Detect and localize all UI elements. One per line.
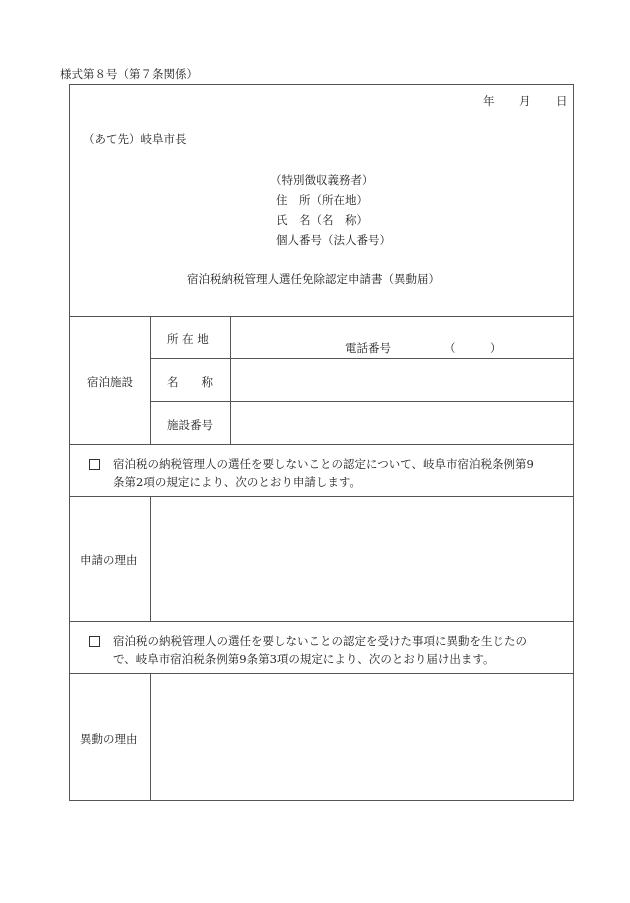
- facility-location-label: 所 在 地: [167, 332, 209, 346]
- change-checkbox[interactable]: [89, 636, 100, 647]
- applicant-role: （特別徴収義務者）: [270, 173, 374, 187]
- divider-facility-col1: [150, 316, 151, 445]
- facility-phone-parens: （ ）: [444, 341, 502, 355]
- date-day: 日: [556, 94, 568, 108]
- change-reason-label: 異動の理由: [80, 732, 138, 746]
- applicant-id-number-label: 個人番号（法人番号）: [276, 233, 391, 247]
- divider-header: [69, 316, 574, 317]
- form-number: 様式第８号（第７条関係）: [60, 67, 198, 81]
- divider-application-reason: [69, 621, 574, 622]
- facility-phone-label: 電話番号: [345, 341, 391, 355]
- facility-section-label: 宿泊施設: [87, 375, 133, 389]
- divider-change-reason-col: [150, 673, 151, 801]
- divider-name: [150, 401, 574, 402]
- table-border-top: [69, 84, 574, 85]
- table-border-bottom: [69, 800, 574, 801]
- facility-number-input[interactable]: [232, 403, 572, 443]
- divider-facility: [69, 444, 574, 445]
- application-reason-input[interactable]: [152, 498, 572, 620]
- facility-location-input[interactable]: [232, 318, 572, 357]
- table-border-left: [69, 84, 70, 801]
- addressee: （あて先）岐阜市長: [83, 132, 187, 146]
- date-month: 月: [519, 94, 531, 108]
- change-statement-line2: で、岐阜市宿泊税条例第9条第3項の規定により、次のとおり届け出ます。: [113, 652, 495, 666]
- applicant-name-label: 氏 名（名 称）: [276, 213, 368, 227]
- facility-name-input[interactable]: [232, 360, 572, 400]
- divider-application-statement: [69, 496, 574, 497]
- applicant-address-label: 住 所（所在地）: [276, 193, 368, 207]
- divider-location: [150, 358, 574, 359]
- change-reason-input[interactable]: [152, 675, 572, 799]
- divider-application-reason-col: [150, 496, 151, 622]
- table-border-right: [573, 84, 574, 801]
- divider-facility-col2: [230, 316, 231, 445]
- facility-name-label: 名 称: [167, 375, 213, 389]
- application-reason-label: 申請の理由: [80, 553, 138, 567]
- change-statement-line1: 宿泊税の納税管理人の選任を要しないことの認定を受けた事項に異動を生じたの: [113, 634, 527, 648]
- document-title: 宿泊税納税管理人選任免除認定申請書（異動届）: [187, 272, 440, 286]
- date-year: 年: [483, 94, 495, 108]
- divider-change-statement: [69, 673, 574, 674]
- facility-number-label: 施設番号: [167, 418, 213, 432]
- application-statement-line2: 条第2項の規定により、次のとおり申請します。: [113, 475, 361, 489]
- application-statement-line1: 宿泊税の納税管理人の選任を要しないことの認定について、岐阜市宿泊税条例第9: [113, 457, 534, 471]
- application-checkbox[interactable]: [89, 459, 100, 470]
